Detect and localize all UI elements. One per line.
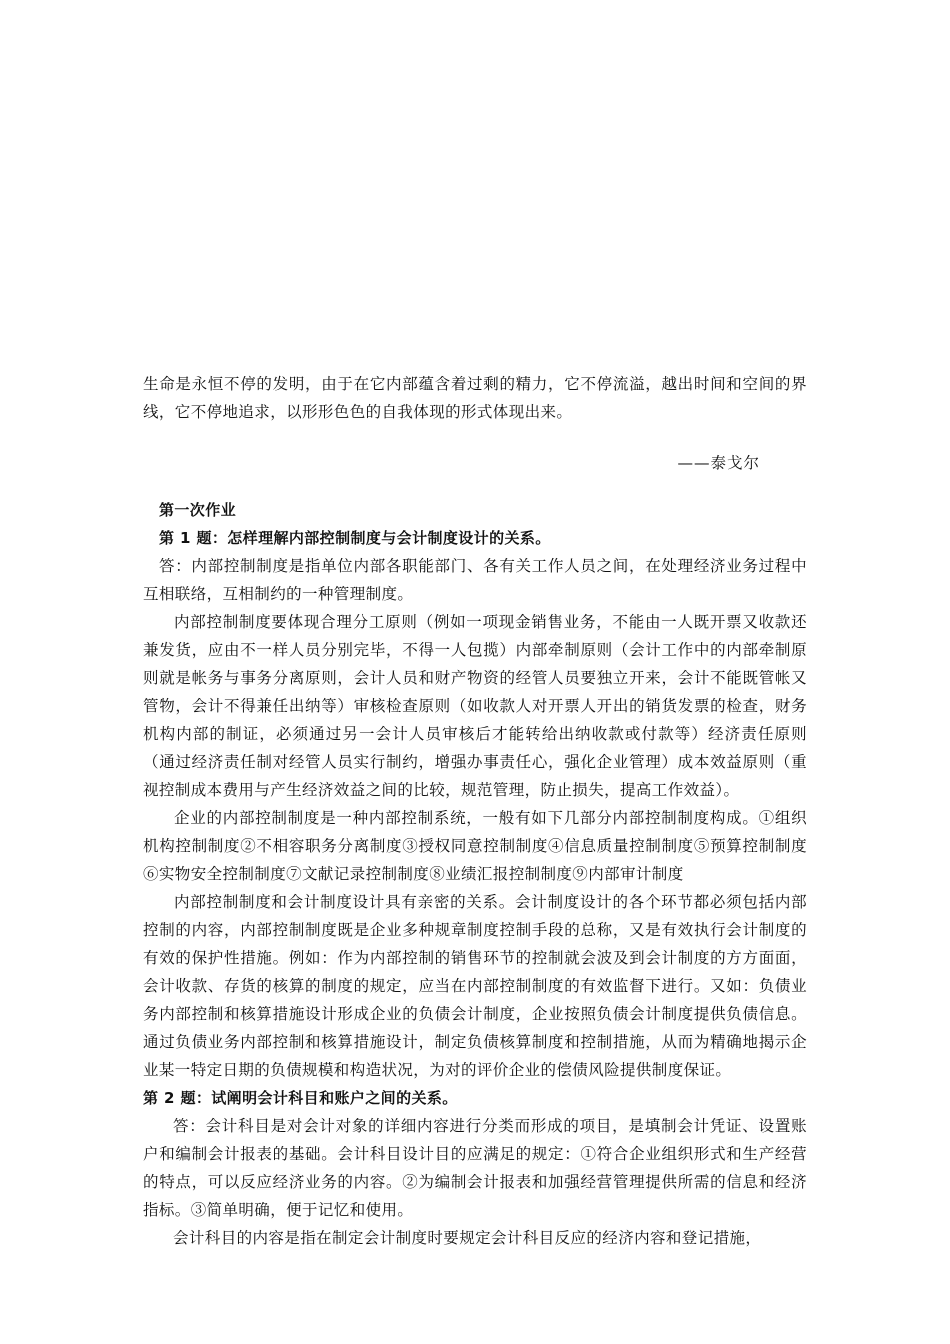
- question-1-paragraph: 内部控制制度和会计制度设计具有亲密的关系。会计制度设计的各个环节都必须包括内部控制的内容，内部控制制度既是企业多种规章制度控制手段的总称，又是有效执行会计制度的有效的保护性措施。例如：作为内部控制的销售环节的控制就会波及到会计制度的方方面面，会计收款、存货的核算的制度的规定，应当在内部控制制度的有效监督下进行。又如：负债业务内部控制和核算措施设计形成企业的负债会计制度，企业按照负债会计制度提供负债信息。通过负债业务内部控制和核算措施设计，制定负债核算制度和控制措施，从而为精确地揭示企业某一特定日期的负债规模和构造状况，为对的评价企业的偿债风险提供制度保证。: [143, 893, 807, 1079]
- quote-text: 生命是永恒不停的发明，由于在它内部蕴含着过剩的精力，它不停流溢，越出时间和空间的界线，它不停地追求，以形形色色的自我体现的形式体现出来。: [143, 375, 807, 421]
- question-1-heading: 第 1 题：怎样理解内部控制制度与会计制度设计的关系。: [159, 529, 551, 547]
- assignment-title: 第一次作业: [159, 501, 237, 519]
- question-1-answer-intro: 答：内部控制制度是指单位内部各职能部门、各有关工作人员之间，在处理经济业务过程中互相联络，互相制约的一种管理制度。: [143, 557, 807, 603]
- question-2-heading: 第 2 题：试阐明会计科目和账户之间的关系。: [143, 1089, 458, 1107]
- assignment-content: [143, 496, 807, 1252]
- question-2-paragraph: 会计科目的内容是指在制定会计制度时要规定会计科目反应的经济内容和登记措施，: [173, 1229, 762, 1247]
- quote-author: ——泰戈尔: [677, 454, 760, 472]
- epigraph-quote: [143, 370, 807, 426]
- question-2-answer-intro: 答：会计科目是对会计对象的详细内容进行分类而形成的项目，是填制会计凭证、设置账户和编制会计报表的基础。会计科目设计目的应满足的规定：①符合企业组织形式和生产经营的特点，可以反应经济业务的内容。②为编制会计报表和加强经营管理提供所需的信息和经济指标。③简单明确，便于记忆和使用。: [143, 1117, 807, 1219]
- question-1-paragraph: 内部控制制度要体现合理分工原则（例如一项现金销售业务，不能由一人既开票又收款还兼发货，应由不一样人员分别完毕，不得一人包揽）内部牵制原则（会计工作中的内部牵制原则就是帐务与事务分离原则，会计人员和财产物资的经管人员要独立开来，会计不能既管帐又管物，会计不得兼任出纳等）审核检查原则（如收款人对开票人开出的销货发票的检查，财务机构内部的制证，必须通过另一会计人员审核后才能转给出纳收款或付款等）经济责任原则（通过经济责任制对经管人员实行制约，增强办事责任心，强化企业管理）成本效益原则（重视控制成本费用与产生经济效益之间的比较，规范管理，防止损失，提高工作效益）。: [143, 613, 807, 799]
- question-1-paragraph: 企业的内部控制制度是一种内部控制系统，一般有如下几部分内部控制制度构成。①组织机构控制制度②不相容职务分离制度③授权同意控制制度④信息质量控制制度⑤预算控制制度⑥实物安全控制制度⑦文献记录控制制度⑧业绩汇报控制制度⑨内部审计制度: [143, 809, 807, 883]
